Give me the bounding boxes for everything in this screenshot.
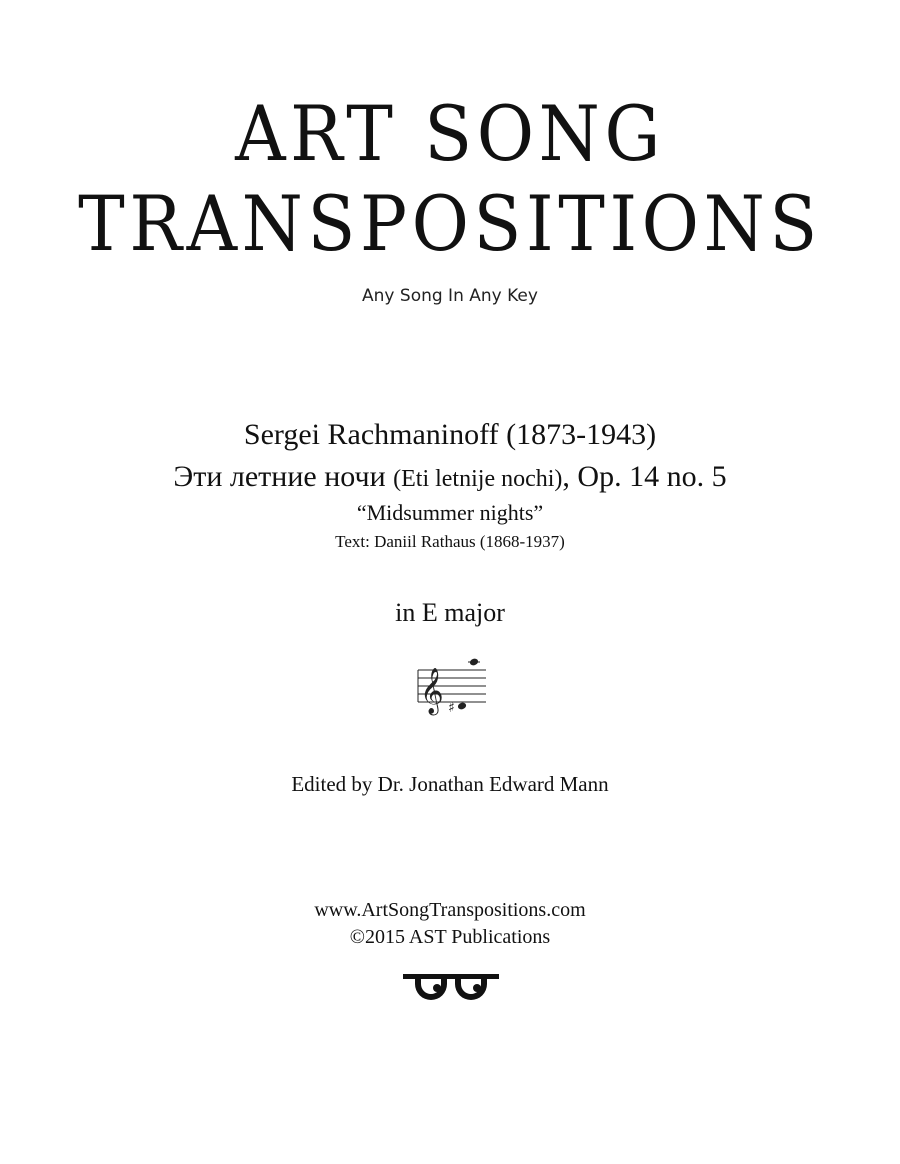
song-translation: “Midsummer nights” — [356, 500, 544, 525]
svg-text:♯: ♯ — [448, 700, 455, 716]
song-title-transliteration: (Eti letnije nochi) — [393, 466, 563, 492]
song-title-russian: Эти летние ночи — [173, 460, 386, 493]
composer-name: Sergei Rachmaninoff (1873-1943) — [243, 418, 657, 451]
opus-number: , Op. 14 no. 5 — [562, 460, 727, 493]
brand-tagline: Any Song In Any Key — [362, 286, 538, 306]
high-note-a — [468, 658, 480, 667]
key-label: in E major — [395, 598, 505, 627]
ast-glasses-logo-icon — [403, 970, 499, 1006]
editor-credit: Edited by Dr. Jonathan Edward Mann — [291, 772, 609, 796]
song-title — [0, 460, 900, 494]
text-credit: Text: Daniil Rathaus (1868-1937) — [335, 532, 565, 551]
vocal-range-staff — [408, 652, 492, 724]
brand-title-line-1: ART SONG — [235, 89, 665, 178]
treble-clef-icon: 𝄞 — [420, 668, 444, 714]
copyright-notice: ©2015 AST Publications — [349, 926, 551, 948]
brand-title-line-2: TRANSPOSITIONS — [78, 179, 822, 268]
website-link[interactable]: www.ArtSongTranspositions.com — [314, 899, 586, 921]
